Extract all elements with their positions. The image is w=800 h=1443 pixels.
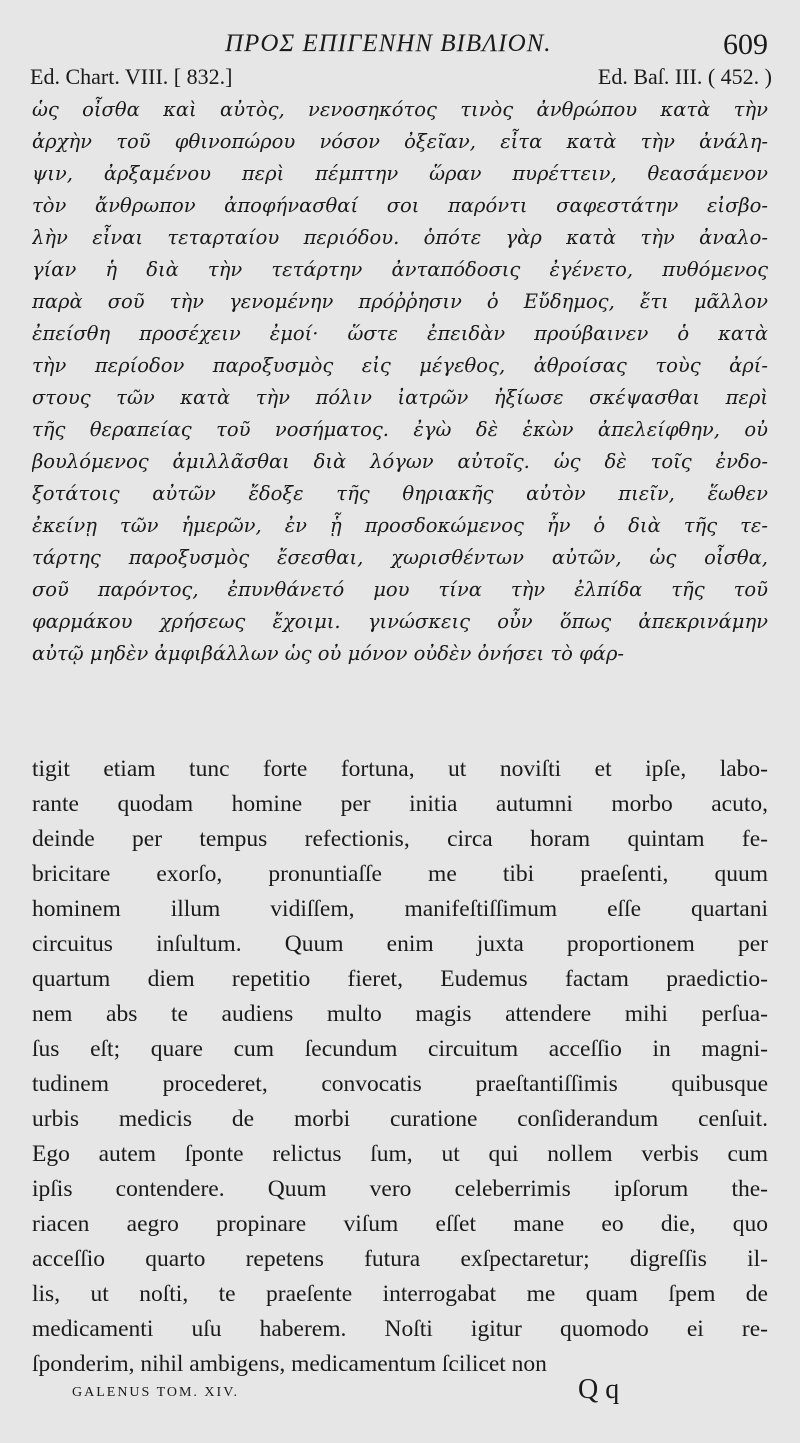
signature-line: GALENUS TOM. XIV. [72, 1385, 240, 1400]
latin-text-line: tigit etiam tunc forte fortuna, ut noviſti et ipſe, labo- [32, 756, 768, 782]
latin-text-line: riacen aegro propinare viſum eſſet mane eo die, quo [32, 1211, 768, 1237]
greek-text-line: αὐτῷ μηδὲν ἀμφιβάλλων ὡς οὐ μόνον οὐδὲν ὀνήσει τὸ φάρ- [32, 642, 624, 665]
running-head: ΠΡΟΣ ΕΠΙΓΕΝΗΝ ΒΙΒΛΙΟΝ. [225, 30, 552, 57]
greek-text-line: σοῦ παρόντος, ἐπυνθάνετό μου τίνα τὴν ἐλπίδα τῆς τοῦ [32, 578, 768, 601]
latin-text-line: nem abs te audiens multo magis attendere mihi perſua- [32, 1001, 768, 1027]
latin-text-line: circuitus inſultum. Quum enim juxta proportionem per [32, 931, 768, 957]
latin-text-line: ipſis contendere. Quum vero celeberrimis ipſorum the- [32, 1176, 768, 1202]
greek-text-line: βουλόμενος ἁμιλλᾶσθαι διὰ λόγων αὐτοῖς. ὡς δὲ τοῖς ἐνδο- [32, 450, 768, 473]
latin-text-line: ſponderim, nihil ambigens, medicamentum ſcilicet non [32, 1351, 547, 1377]
signature-mark: Q q [578, 1374, 620, 1405]
latin-text-line: hominem illum vidiſſem, manifeſtiſſimum eſſe quartani [32, 896, 768, 922]
greek-text-line: ξοτάτοις αὐτῶν ἔδοξε τῆς θηριακῆς αὐτὸν πιεῖν, ἕωθεν [32, 482, 768, 505]
edition-reference-chart: Ed. Chart. VIII. [ 832.] [30, 64, 233, 89]
edition-references [30, 64, 772, 90]
latin-text-line: ſus eſt; quare cum ſecundum circuitum acceſſio in magni- [32, 1036, 768, 1062]
greek-text-line: ὡς οἶσθα καὶ αὐτὸς, νενοσηκότος τινὸς ἀνθρώπου κατὰ τὴν [32, 98, 768, 121]
latin-text-block [32, 752, 768, 1382]
greek-text-block [32, 94, 768, 670]
greek-text-line: παρὰ σοῦ τὴν γενομένην πρόῤῥησιν ὁ Εὔδημος, ἔτι μᾶλλον [32, 290, 768, 313]
greek-text-line: γίαν ἡ διὰ τὴν τετάρτην ἀνταπόδοσις ἐγένετο, πυθόμενος [32, 258, 768, 281]
greek-text-line: στους τῶν κατὰ τὴν πόλιν ἰατρῶν ἠξίωσε σκέψασθαι περὶ [32, 386, 768, 409]
greek-text-line: ἀρχὴν τοῦ φθινοπώρου νόσον ὀξεῖαν, εἶτα κατὰ τὴν ἀνάλη- [32, 130, 768, 153]
page-number: 609 [723, 28, 768, 61]
greek-text-line: τῆς θεραπείας τοῦ νοσήματος. ἐγὼ δὲ ἑκὼν ἀπελείφθην, οὐ [32, 418, 768, 441]
edition-reference-basel: Ed. Baſ. III. ( 452. ) [597, 64, 772, 89]
latin-text-line: medicamenti uſu haberem. Noſti igitur quomodo ei re- [32, 1316, 768, 1342]
latin-text-line: quartum diem repetitio fieret, Eudemus factam praedictio- [32, 966, 768, 992]
latin-text-line: acceſſio quarto repetens futura exſpectaretur; digreſſis il- [32, 1246, 768, 1272]
greek-text-line: τάρτης παροξυσμὸς ἔσεσθαι, χωρισθέντων αὐτῶν, ὡς οἶσθα, [32, 546, 768, 569]
greek-text-line: ἐκείνῃ τῶν ἡμερῶν, ἐν ᾗ προσδοκώμενος ἦν ὁ διὰ τῆς τε- [32, 514, 768, 537]
greek-text-line: λὴν εἶναι τεταρταίου περιόδου. ὁπότε γὰρ κατὰ τὴν ἀναλο- [32, 226, 768, 249]
greek-text-line: ἐπείσθη προσέχειν ἐμοί· ὥστε ἐπειδὰν προύβαινεν ὁ κατὰ [32, 322, 768, 345]
greek-text-line: τὸν ἄνθρωπον ἀποφήνασθαί σοι παρόντι σαφεστάτην εἰσβο- [32, 194, 768, 217]
greek-text-line: ψιν, ἀρξαμένου περὶ πέμπτην ὥραν πυρέττειν, θεασάμενον [32, 162, 768, 185]
greek-text-line: φαρμάκου χρήσεως ἔχοιμι. γινώσκεις οὖν ὅπως ἀπεκρινάμην [32, 610, 768, 633]
latin-text-line: bricitare exorſo, pronuntiaſſe me tibi praeſenti, quum [32, 861, 768, 887]
latin-text-line: deinde per tempus refectionis, circa horam quintam fe- [32, 826, 768, 852]
latin-text-line: Ego autem ſponte relictus ſum, ut qui nollem verbis cum [32, 1141, 768, 1167]
latin-text-line: urbis medicis de morbi curatione conſiderandum cenſuit. [32, 1106, 768, 1132]
latin-text-line: tudinem procederet, convocatis praeſtantiſſimis quibusque [32, 1071, 768, 1097]
latin-text-line: rante quodam homine per initia autumni morbo acuto, [32, 791, 768, 817]
greek-text-line: τὴν περίοδον παροξυσμὸς εἰς μέγεθος, ἀθροίσας τοὺς ἀρί- [32, 354, 768, 377]
latin-text-line: lis, ut noſti, te praeſente interrogabat me quam ſpem de [32, 1281, 768, 1307]
